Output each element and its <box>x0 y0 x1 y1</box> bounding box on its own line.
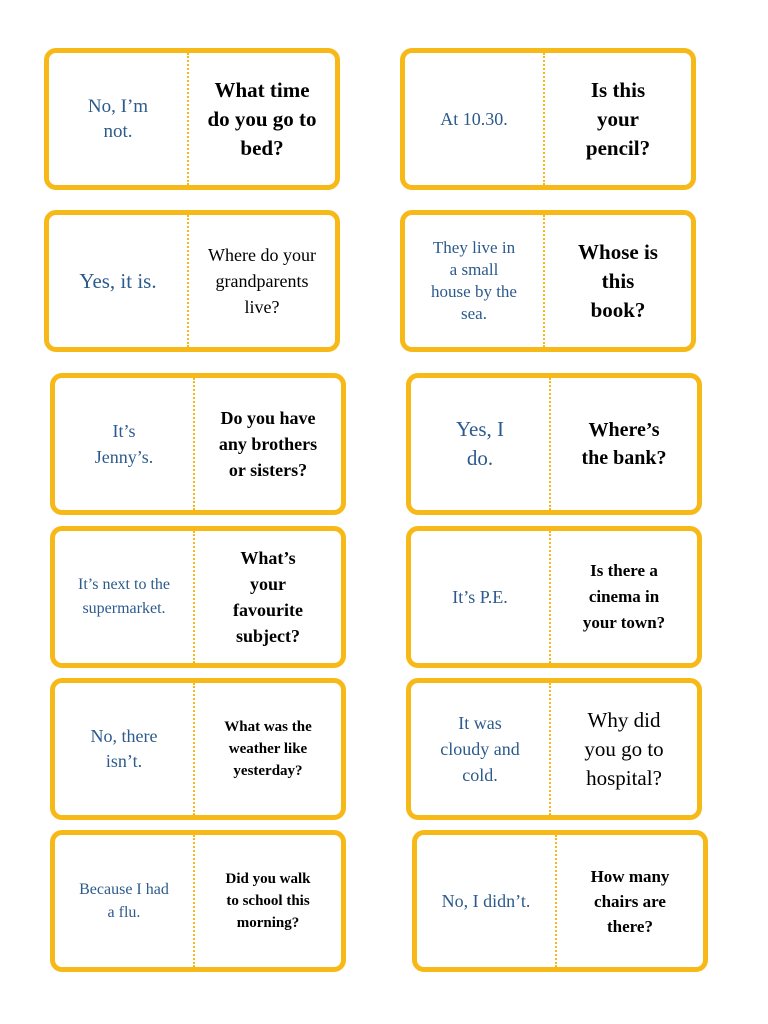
question-text: Is this your pencil? <box>585 77 651 160</box>
question-text: Do you have any brothers or sisters? <box>218 408 318 480</box>
domino-card-11 <box>50 830 346 972</box>
question-half <box>189 53 335 185</box>
answer-half <box>405 215 545 347</box>
answer-half <box>417 835 557 967</box>
question-text: Why did you go to hospital? <box>584 707 664 790</box>
question-text: Whose is this book? <box>578 239 658 322</box>
question-text: Did you walk to school this morning? <box>225 871 311 931</box>
answer-half <box>49 215 189 347</box>
answer-text: Yes, it is. <box>79 269 157 293</box>
domino-card-7 <box>50 526 346 668</box>
question-half <box>195 378 341 510</box>
domino-card-12 <box>412 830 708 972</box>
answer-half <box>55 378 195 510</box>
domino-card-10 <box>406 678 702 820</box>
domino-card-2 <box>400 48 696 190</box>
answer-text: No, there isn’t. <box>90 726 158 771</box>
question-text: Where’s the bank? <box>581 419 667 469</box>
answer-half <box>55 531 195 663</box>
answer-text: It’s next to the supermarket. <box>78 576 170 617</box>
question-half <box>551 531 697 663</box>
answer-text: At 10.30. <box>440 109 508 129</box>
question-text: Is there a cinema in your town? <box>582 561 666 632</box>
question-half <box>557 835 703 967</box>
question-half <box>545 53 691 185</box>
question-text: What time do you go to bed? <box>207 77 317 160</box>
question-half <box>551 378 697 510</box>
question-text: Where do your grandparents live? <box>208 245 316 317</box>
answer-text: Because I had a flu. <box>79 881 169 921</box>
answer-half <box>405 53 545 185</box>
answer-text: It’s Jenny’s. <box>94 421 154 467</box>
answer-text: Yes, I do. <box>455 417 505 470</box>
answer-half <box>411 378 551 510</box>
question-text: What’s your favourite subject? <box>233 548 303 646</box>
domino-card-5 <box>50 373 346 515</box>
question-text: How many chairs are there? <box>590 866 670 936</box>
answer-text: They live in a small house by the sea. <box>431 238 517 323</box>
answer-text: No, I didn’t. <box>441 891 531 911</box>
question-half <box>545 215 691 347</box>
domino-card-8 <box>406 526 702 668</box>
answer-half <box>411 683 551 815</box>
answer-half <box>411 531 551 663</box>
domino-card-9 <box>50 678 346 820</box>
question-half <box>195 531 341 663</box>
domino-card-4 <box>400 210 696 352</box>
question-half <box>189 215 335 347</box>
domino-card-6 <box>406 373 702 515</box>
answer-half <box>55 835 195 967</box>
domino-card-3 <box>44 210 340 352</box>
answer-half <box>55 683 195 815</box>
question-half <box>195 835 341 967</box>
question-text: What was the weather like yesterday? <box>224 719 312 779</box>
answer-text: It was cloudy and cold. <box>440 713 520 785</box>
question-half <box>195 683 341 815</box>
answer-half <box>49 53 189 185</box>
answer-text: It’s P.E. <box>452 587 508 607</box>
question-half <box>551 683 697 815</box>
domino-card-1 <box>44 48 340 190</box>
answer-text: No, I’m not. <box>87 96 149 142</box>
